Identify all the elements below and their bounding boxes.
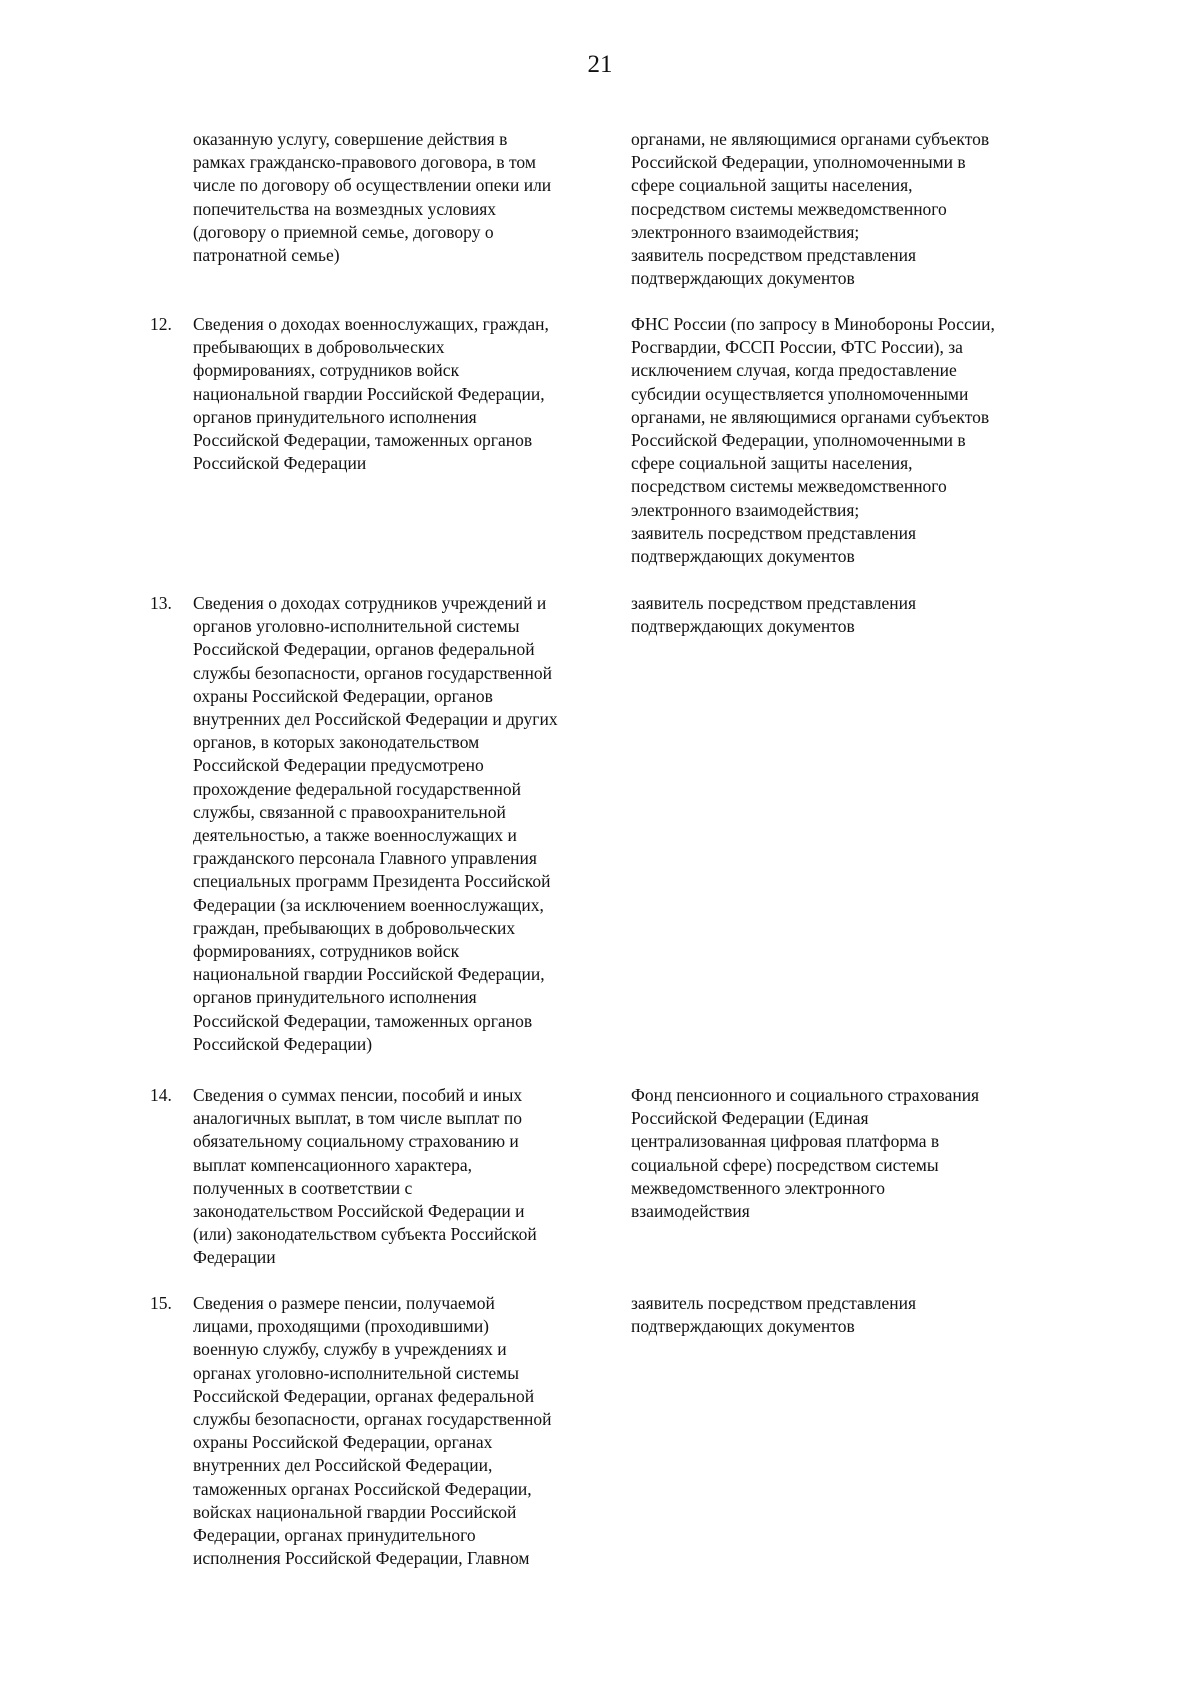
info-cell: Сведения о доходах сотрудников учреждений и органов уголовно-исполнительной системы Российской Федерации, органов федеральной службы безопасности, органов государственной охраны Российской Федерации, органов внутренних дел Российской Федерации и других органов, в которых законодательством Российской Федерации предусмотрено прохождение федеральной государственной службы, связанной с правоохранительной деятельностью, а также военнослужащих и гражданского персонала Главного управления специальных программ Президента Российской Федерации (за исключением военнослужащих, граждан, пребывающих в добровольческих формированиях, сотрудников войск национальной гвардии Российской Федерации, органов принудительного исполнения Российской Федерации, таможенных органов Российской Федерации) <box>193 593 558 1054</box>
info-cell: Сведения о доходах военнослужащих, граждан, пребывающих в добровольческих формированиях, сотрудников войск национальной гвардии Российской Федерации, органов принудительного исполнения Российской Федерации, таможенных органов Российской Федерации <box>193 314 549 474</box>
info-cell: Сведения о суммах пенсии, пособий и иных аналогичных выплат, в том числе выплат по обязательному социальному страхованию и выплат компенсационного характера, полученных в соответствии с законодательством Российской Федерации и (или) законодательством субъекта Российской Федерации <box>193 1085 537 1268</box>
source-cell: органами, не являющимися органами субъектов Российской Федерации, уполномоченными в сфере социальной защиты населения, посредством системы межведомственного электронного взаимодействия; заявитель посредством представления подтверждающих документов <box>631 129 990 289</box>
source-cell: ФНС России (по запросу в Минобороны России, Росгвардии, ФССП России, ФТС России), за исключением случая, когда предоставление субсидии осуществляется уполномоченными органами, не являющимися органами субъектов Российской Федерации, уполномоченными в сфере социальной защиты населения, посредством системы межведомственного электронного взаимодействия; заявитель посредством представления подтверждающих документов <box>631 314 995 567</box>
row-number: 13. <box>150 593 172 613</box>
page-number: 21 <box>587 51 613 78</box>
row-number: 12. <box>150 314 172 334</box>
source-cell: заявитель посредством представления подтверждающих документов <box>631 593 917 637</box>
source-cell: Фонд пенсионного и социального страхования Российской Федерации (Единая централизованная цифровая платформа в социальной сфере) посредством системы межведомственного электронного взаимодействия <box>631 1085 980 1222</box>
info-cell: оказанную услугу, совершение действия в рамках гражданско-правового договора, в том числе по договору об осуществлении опеки или попечительства на возмездных условиях (договору о приемной семье, договору о патронатной семье) <box>193 129 552 266</box>
source-cell: заявитель посредством представления подтверждающих документов <box>631 1293 917 1337</box>
row-number: 15. <box>150 1293 172 1313</box>
info-cell: Сведения о размере пенсии, получаемой лицами, проходящими (проходившими) военную службу, службу в учреждениях и органах уголовно-исполнительной системы Российской Федерации, органах федеральной службы безопасности, органах государственной охраны Российской Федерации, органах внутренних дел Российской Федерации, таможенных органах Российской Федерации, войсках национальной гвардии Российской Федерации, органах принудительного исполнения Российской Федерации, Главном <box>193 1293 552 1569</box>
row-number: 14. <box>150 1085 172 1105</box>
